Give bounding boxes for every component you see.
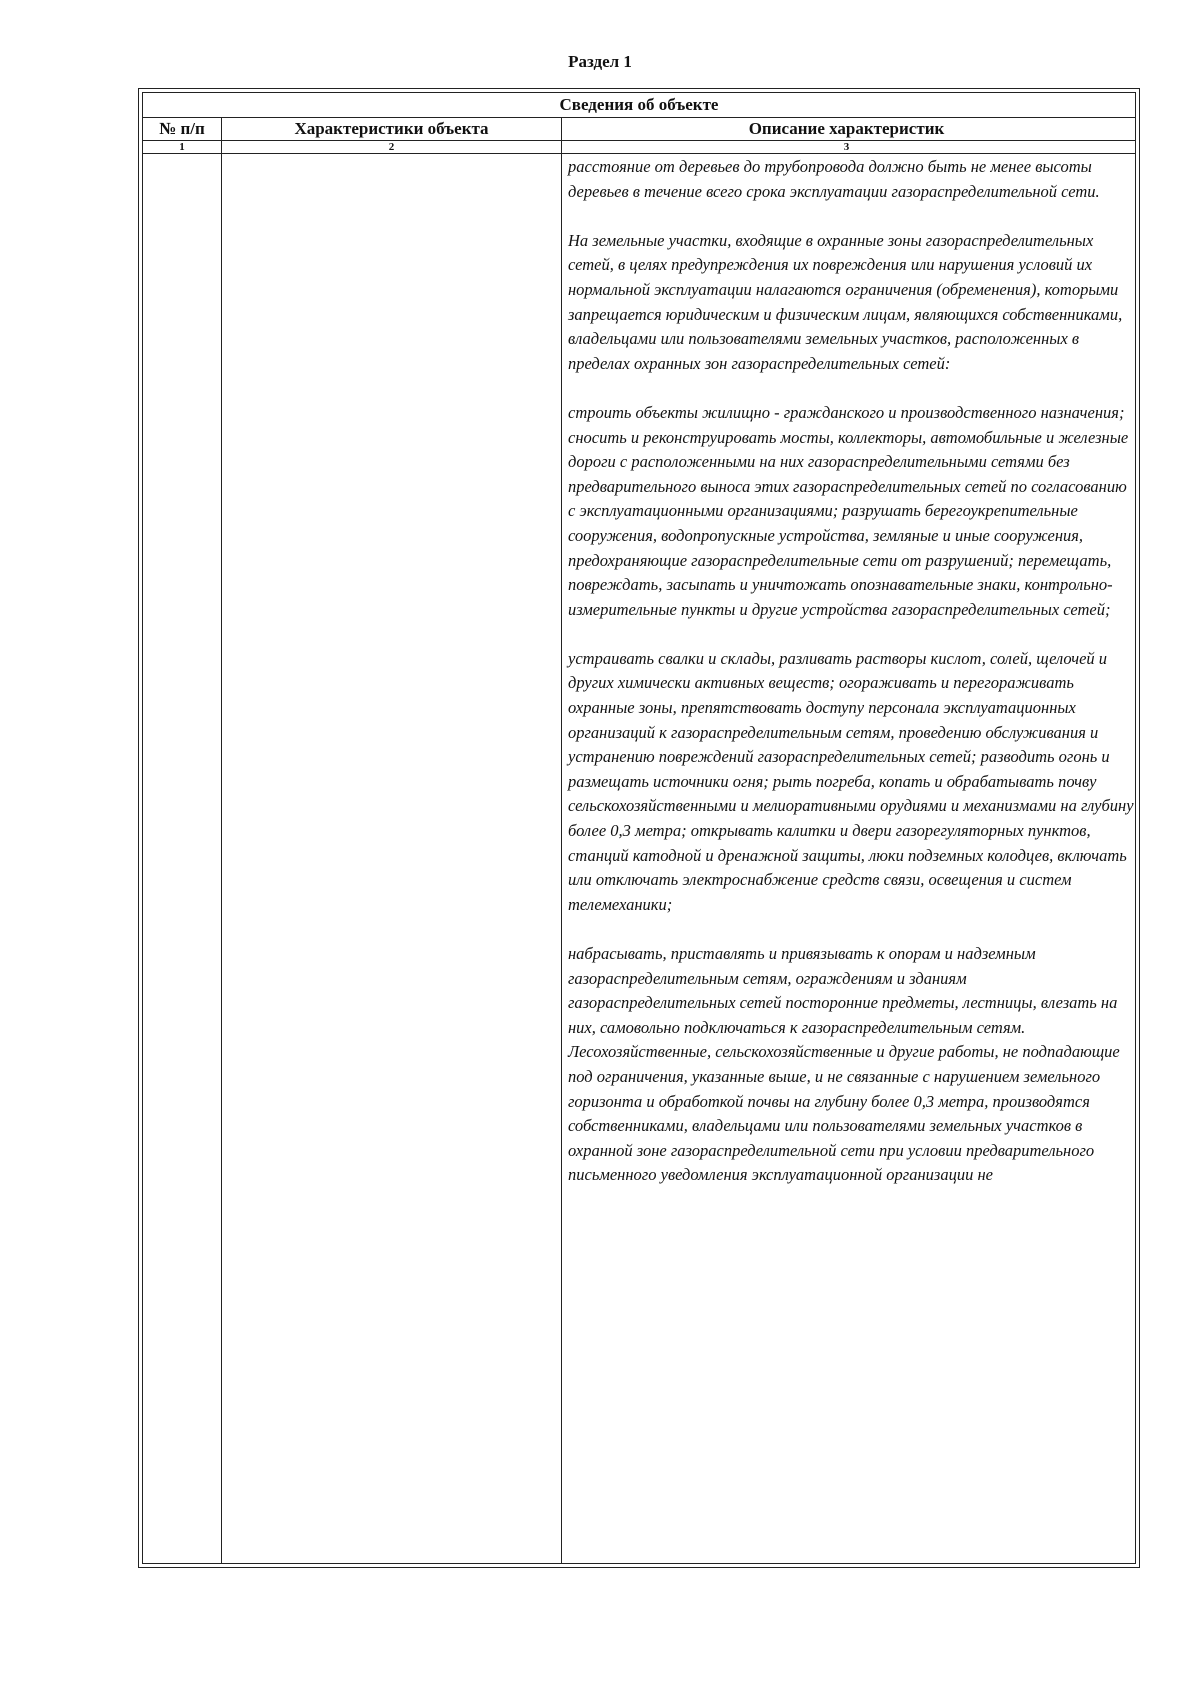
description-paragraph: строить объекты жилищно - гражданского и производственного назначения; сносить и реконструировать мосты, коллекторы, автомобильные и железные дороги с расположенными на них газораспределительными сетями без предварительного выноса этих газораспределительных сетей по согласованию с эксплуатационными организациями; разрушать берегоукрепительные сооружения, водопропускные устройства, земляные и иные сооружения, предохраняющие газораспределительные сети от разрушений; перемещать, повреждать, засыпать и уничтожать опознавательные знаки, контрольно-измерительные пункты и другие устройства газораспределительных сетей; [568, 402, 1129, 619]
number-row-separator [143, 153, 1135, 154]
column-number-2: 2 [388, 141, 395, 153]
column-number-3: 3 [843, 141, 850, 153]
info-table [138, 88, 1140, 1568]
table-inner-border [142, 92, 1136, 1564]
column-divider-2 [561, 118, 562, 1563]
table-title: Сведения об объекте [143, 93, 1135, 118]
column-number-1: 1 [179, 141, 185, 153]
description-paragraph: набрасывать, приставлять и привязывать к опорам и надземным газораспределительным сетям, ограждениям и зданиям газораспределительных сетей посторонние предметы, лестницы, влезать на них, самовольно подключаться к газораспределительным сетям. Лесохозяйственные, сельскохозяйственные и другие работы, не подпадающие под ограничения, указанные выше, и не связанные с нарушением земельного горизонта и обработкой почвы на глубину более 0,3 метра, производятся собственниками, владельцами или пользователями земельных участков в охранной зоне газораспределительной сети при условии предварительного письменного уведомления эксплуатационной организации не [568, 944, 1120, 1185]
column-header-characteristics: Характеристики объекта [294, 119, 489, 138]
column-header-number: № п/п [159, 119, 205, 138]
column-header-description: Описание характеристик [748, 119, 945, 138]
description-paragraph: расстояние от деревьев до трубопровода должно быть не менее высоты деревьев в течение всего срока эксплуатации газораспределительной сети. [568, 157, 1100, 201]
description-paragraph: устраивать свалки и склады, разливать растворы кислот, солей, щелочей и других химически активных веществ; огораживать и перегораживать охранные зоны, препятствовать доступу персонала эксплуатационных организаций к газораспределительным сетям, проведению обслуживания и устранению повреждений газораспределительных сетей; разводить огонь и размещать источники огня; рыть погреба, копать и обрабатывать почву сельскохозяйственными и мелиоративными орудиями и механизмами на глубину более 0,3 метра; открывать калитки и двери газорегуляторных пунктов, станций катодной и дренажной защиты, люки подземных колодцев, включать или отключать электроснабжение средств связи, освещения и систем телемеханики; [568, 648, 1134, 914]
description-cell [568, 155, 1138, 1188]
section-title: Раздел 1 [568, 52, 632, 71]
description-paragraph: На земельные участки, входящие в охранные зоны газораспределительных сетей, в целях предупреждения их повреждения или нарушения условий их нормальной эксплуатации налагаются ограничения (обременения), которыми запрещается юридическим и физическим лицам, являющихся собственниками, владельцами или пользователями земельных участков, расположенных в пределах охранных зон газораспределительных сетей: [568, 230, 1123, 373]
column-divider-1 [221, 118, 222, 1563]
